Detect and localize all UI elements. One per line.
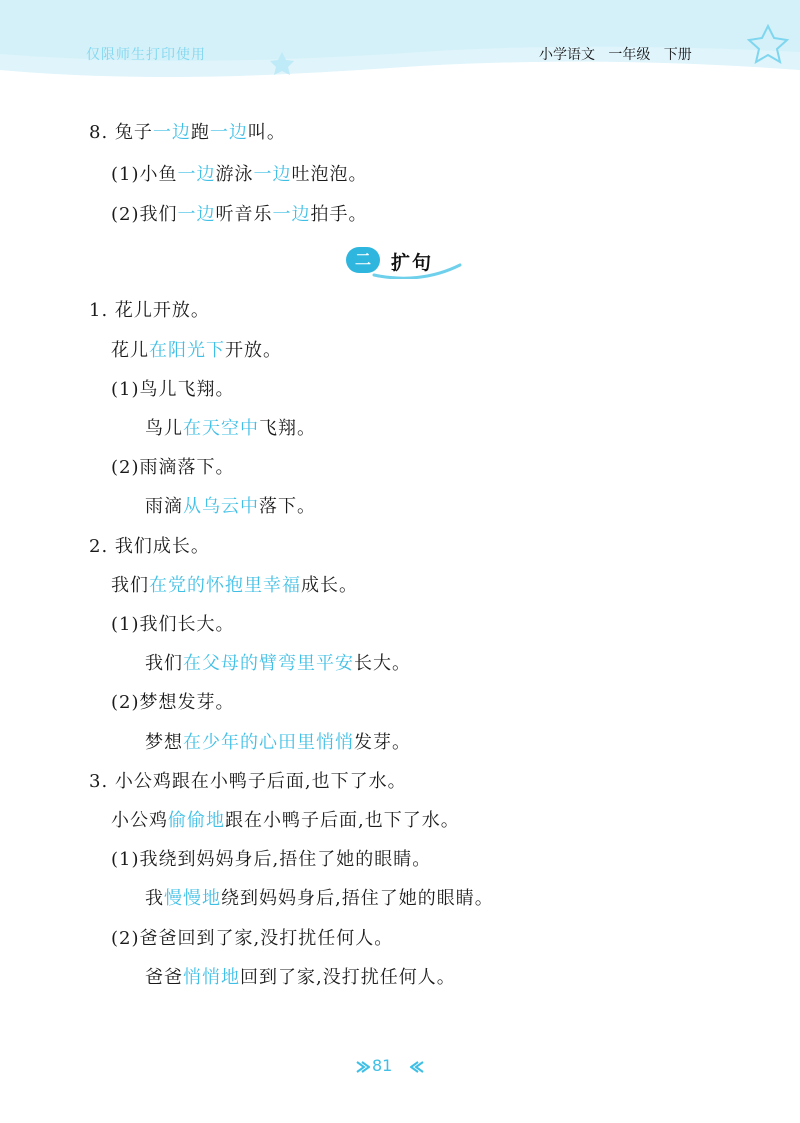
text-line [111,375,235,401]
text-line [111,200,368,226]
section-badge: 二 [346,247,380,273]
highlighted-phrase: 在天空中 [183,418,259,439]
highlighted-phrase: 一边 [177,164,216,185]
text-segment: 落下。 [259,496,316,517]
text-segment: (2)我们 [111,204,178,225]
highlighted-phrase: 一边 [177,204,216,225]
watermark-text: 仅限师生打印使用 [86,47,206,63]
text-line [145,963,456,989]
section-heading [346,247,456,279]
text-line [145,649,411,675]
text-segment: 回到了家,没打扰任何人。 [240,967,456,988]
highlighted-phrase: 在父母的臂弯里平安 [183,653,354,674]
text-segment: 跟在小鸭子后面,也下了水。 [225,810,460,831]
text-segment: 吐泡泡。 [291,164,368,185]
text-segment: 发芽。 [354,732,411,753]
text-segment: 鸟儿 [145,418,183,439]
text-segment: 我 [145,888,164,909]
highlighted-phrase: 一边 [253,164,292,185]
page-arrow-right-icon [410,1060,424,1074]
text-segment: 拍手。 [310,204,368,225]
section-title: 扩句 [391,252,434,274]
text-segment: 2. 我们成长。 [89,536,210,557]
highlighted-phrase: 从乌云中 [183,496,259,517]
text-segment: 跑 [190,122,210,143]
highlighted-phrase: 一边 [209,122,248,143]
text-segment: 花儿 [111,340,149,361]
highlighted-phrase: 慢慢地 [164,888,221,909]
text-segment: (2)梦想发芽。 [111,692,235,713]
text-line [145,728,411,754]
text-segment: 梦想 [145,732,183,753]
book-info: 小学语文 一年级 下册 [539,47,692,63]
text-line [145,492,316,518]
highlighted-phrase: 一边 [152,122,191,143]
text-segment: 飞翔。 [259,418,316,439]
text-line [111,924,393,950]
text-line [89,767,407,793]
text-segment: 8. 兔子 [89,122,153,143]
text-segment: (2)爸爸回到了家,没打扰任何人。 [111,928,394,949]
text-line [111,571,358,597]
text-line [111,336,282,362]
page-arrow-left-icon [356,1060,370,1074]
text-line [111,610,235,636]
highlighted-phrase: 在阳光下 [149,340,225,361]
highlighted-phrase: 在党的怀抱里幸福 [149,575,301,596]
text-segment: 我们 [145,653,183,674]
text-segment: (1)我绕到妈妈身后,捂住了她的眼睛。 [111,849,432,870]
text-segment: 听音乐 [215,204,273,225]
text-segment: 长大。 [354,653,411,674]
text-segment: 绕到妈妈身后,捂住了她的眼睛。 [221,888,494,909]
text-segment: (1)小鱼 [111,164,178,185]
text-segment: (1)鸟儿飞翔。 [111,379,235,400]
text-segment: 成长。 [301,575,358,596]
text-segment: 爸爸 [145,967,183,988]
text-segment: 1. 花儿开放。 [89,300,210,321]
text-line [111,688,235,714]
text-line [89,118,286,144]
highlighted-phrase: 悄悄地 [183,967,240,988]
text-segment: 游泳 [215,164,254,185]
text-line [89,532,210,558]
text-segment: 3. 小公鸡跟在小鸭子后面,也下了水。 [89,771,407,792]
text-segment: 雨滴 [145,496,183,517]
text-line [145,884,494,910]
text-segment: 开放。 [225,340,282,361]
text-segment: (2)雨滴落下。 [111,457,235,478]
text-line [111,806,460,832]
text-line [145,414,316,440]
text-line [111,845,431,871]
highlighted-phrase: 偷偷地 [168,810,225,831]
text-segment: 叫。 [247,122,286,143]
highlighted-phrase: 一边 [272,204,311,225]
text-segment: 小公鸡 [111,810,168,831]
text-line [111,160,368,186]
text-line [89,296,210,322]
text-segment: (1)我们长大。 [111,614,235,635]
highlighted-phrase: 在少年的心田里悄悄 [183,732,354,753]
text-line [111,453,235,479]
text-segment: 我们 [111,575,149,596]
page-number: 81 [372,1056,393,1075]
